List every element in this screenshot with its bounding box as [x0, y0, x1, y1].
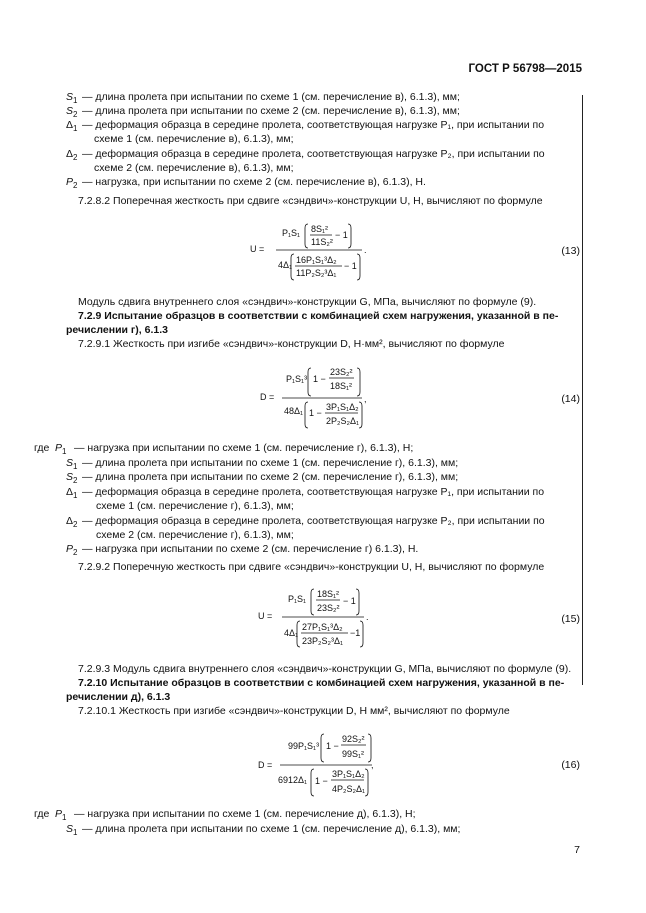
equation-number-15: (15) [561, 613, 580, 625]
heading-7-2-10 [78, 676, 564, 690]
symbol-s1-b2: $S_1$ [66, 457, 78, 472]
eq16-lhs: D = [258, 760, 273, 770]
eq13-lhs: U = [250, 244, 265, 254]
eq14-den-pre: 48Δ₁ [284, 406, 304, 416]
heading-7-2-10-line1: Испытание образцов в соответствии с комбинацией схем нагружения, указанной в пе- [110, 677, 565, 689]
where-label-b3: где [34, 808, 50, 820]
definition-delta2-cont: схеме 2 (см. перечисление в), 6.1.3), мм; [94, 162, 294, 174]
eq15-num-a: 18S₁² [317, 589, 340, 599]
definition-s1-b3: — длина пролета при испытании по схеме 1 (см. перечисление д), 6.1.3), мм; [82, 823, 461, 835]
symbol-p1-b2: $P_1$ [55, 442, 67, 457]
symbol-s1-b3: $S_1$ [66, 823, 78, 838]
definition-delta2: — деформация образца в середине пролета, соответствующая нагрузке P₂, при испытании по [82, 148, 545, 160]
eq15-den-a: 27P₁S₁³Δ₂ [302, 622, 343, 632]
symbol-s2-b2: $S_2$ [66, 471, 78, 486]
symbol-delta1: $\Delta_1$ [66, 119, 78, 134]
eq13-den-a: 16P₁S₁³Δ₂ [296, 255, 337, 265]
eq13-num-a: 8S₁² [311, 224, 329, 234]
definition-delta1: — деформация образца в середине пролета, соответствующая нагрузке P₁, при испытании по [82, 119, 545, 131]
symbol-p1-b3: $P_1$ [55, 808, 67, 823]
definition-delta1-b2: — деформация образца в середине пролета, соответствующая нагрузке P₁, при испытании по [82, 486, 545, 498]
eq15-den-pre: 4Δ₁ [284, 628, 299, 638]
paragraph-7-2-10-1: 7.2.10.1 Жесткость при изгибе «сэндвич»-конструкции D, Н мм², вычисляют по формуле [78, 705, 510, 717]
definition-delta2-b2-cont: схеме 2 (см. перечисление г), 6.1.3), мм; [96, 529, 294, 541]
definition-s1: — длина пролета при испытании по схеме 1 (см. перечисление в), 6.1.3), мм; [82, 91, 460, 103]
eq14-num-b: 18S₁² [330, 381, 353, 391]
eq16-den-one: 1 − [315, 776, 328, 786]
definition-s2-b2: — длина пролета при испытании по схеме 2 (см. перечисление г), 6.1.3), мм; [82, 471, 459, 483]
eq13-den-pre: 4Δ₁ [278, 260, 293, 270]
eq15-den-b: 23P₂S₂³Δ₁ [302, 636, 344, 646]
definition-delta1-cont: схеме 1 (см. перечисление в), 6.1.3), мм; [94, 133, 294, 145]
symbol-delta2-b2: $\Delta_2$ [66, 515, 78, 530]
definition-p1-b2: — нагрузка при испытании по схеме 1 (см. перечисление г), 6.1.3), Н; [74, 442, 414, 454]
symbol-s1: $S_1$ [66, 91, 78, 106]
paragraph-7-2-8-2: 7.2.8.2 Поперечная жесткость при сдвиге «сэндвич»-конструкции U, Н, вычисляют по формуле [78, 195, 543, 207]
symbol-p2-b2: $P_2$ [66, 543, 78, 558]
heading-7-2-9 [78, 309, 558, 323]
eq15-minus: − 1 [343, 596, 356, 606]
heading-7-2-9-number: 7.2.9 [78, 310, 102, 322]
formula-13 [250, 220, 400, 280]
eq16-den-b: 4P₂S₂Δ₁ [332, 784, 366, 794]
formula-14 [260, 362, 410, 432]
document-header: ГОСТ Р 56798—2015 [468, 63, 582, 75]
eq13-den-b: 11P₂S₂³Δ₁ [296, 268, 337, 278]
definition-s1-b2: — длина пролета при испытании по схеме 1 (см. перечисление г), 6.1.3), мм; [82, 457, 459, 469]
paragraph-7-2-9-1: 7.2.9.1 Жесткость при изгибе «сэндвич»-конструкции D, Н·мм², вычисляют по формуле [78, 338, 505, 350]
paragraph-modulus-g: Модуль сдвига внутреннего слоя «сэндвич»-конструкции G, МПа, вычисляют по формуле (9). [78, 296, 537, 308]
svg-text:.: . [364, 245, 367, 255]
eq16-den-a: 3P₁S₁Δ₂ [332, 769, 365, 779]
definition-s2: — длина пролета при испытании по схеме 2 (см. перечисление в), 6.1.3), мм; [82, 105, 460, 117]
eq16-num-b: 99S₁² [342, 749, 365, 759]
formula-16 [258, 730, 418, 798]
symbol-s2: $S_2$ [66, 105, 78, 120]
eq15-lhs: U = [258, 611, 273, 621]
eq16-one: 1 − [326, 741, 339, 751]
page-number: 7 [574, 844, 580, 856]
symbol-delta1-b2: $\Delta_1$ [66, 486, 78, 501]
eq16-num-pre: 99P₁S₁³ [288, 741, 320, 751]
eq14-num-pre: P₁S₁³ [286, 374, 308, 384]
eq16-num-a: 92S₂² [342, 734, 365, 744]
eq15-num: P₁S₁ [288, 594, 307, 604]
equation-number-16: (16) [561, 759, 580, 771]
where-label: где [34, 442, 50, 454]
definition-p2: — нагрузка, при испытании по схеме 2 (см. перечисление в), 6.1.3), Н. [82, 176, 426, 188]
eq15-num-b: 23S₂² [317, 603, 340, 613]
paragraph-7-2-9-3: 7.2.9.3 Модуль сдвига внутреннего слоя «сэндвич»-конструкции G, МПа, вычисляют по формуле (9). [78, 663, 572, 675]
revision-bar [582, 95, 583, 685]
eq16-den-pre: 6912Δ₁ [278, 775, 308, 785]
symbol-p2: $P_2$ [66, 176, 78, 191]
svg-text:,: , [364, 394, 367, 404]
eq13-num-b: 11S₂² [311, 237, 333, 247]
eq14-den-b: 2P₂S₂Δ₁ [326, 416, 360, 426]
heading-7-2-10-line2: речислении д), 6.1.3 [66, 691, 171, 703]
eq14-one: 1 − [313, 374, 326, 384]
heading-7-2-9-line1: Испытание образцов в соответствии с комбинацией схем нагружения, указанной в пе- [104, 310, 559, 322]
heading-7-2-10-number: 7.2.10 [78, 677, 108, 689]
definition-p2-b2: — нагрузка при испытании по схеме 2 (см. перечисление г) 6.1.3), Н. [82, 543, 419, 555]
eq14-num-a: 23S₂² [330, 367, 353, 377]
eq13-num: P₁S₁ [282, 228, 301, 238]
equation-number-14: (14) [561, 393, 580, 405]
formula-15 [258, 585, 408, 649]
eq13-minus: − 1 [335, 230, 348, 240]
heading-7-2-9-line2: речислении г), 6.1.3 [66, 324, 168, 336]
paragraph-7-2-9-2: 7.2.9.2 Поперечную жесткость при сдвиге «сэндвич»-конструкции U, Н, вычисляют по формуле [78, 561, 545, 573]
svg-text:,: , [371, 760, 374, 770]
eq14-lhs: D = [260, 392, 275, 402]
equation-number-13: (13) [561, 245, 580, 257]
definition-p1-b3: — нагрузка при испытании по схеме 1 (см. перечисление д), 6.1.3), Н; [74, 808, 416, 820]
definition-delta1-b2-cont: схеме 1 (см. перечисление г), 6.1.3), мм; [96, 500, 294, 512]
svg-text:− 1: − 1 [344, 261, 357, 271]
eq14-den-a: 3P₁S₁Δ₂ [326, 402, 359, 412]
svg-text:−1: −1 [350, 628, 361, 638]
symbol-delta2: $\Delta_2$ [66, 148, 78, 163]
svg-text:.: . [366, 612, 369, 622]
definition-delta2-b2: — деформация образца в середине пролета, соответствующая нагрузке P₂, при испытании по [82, 515, 545, 527]
eq14-den-one: 1 − [309, 408, 322, 418]
